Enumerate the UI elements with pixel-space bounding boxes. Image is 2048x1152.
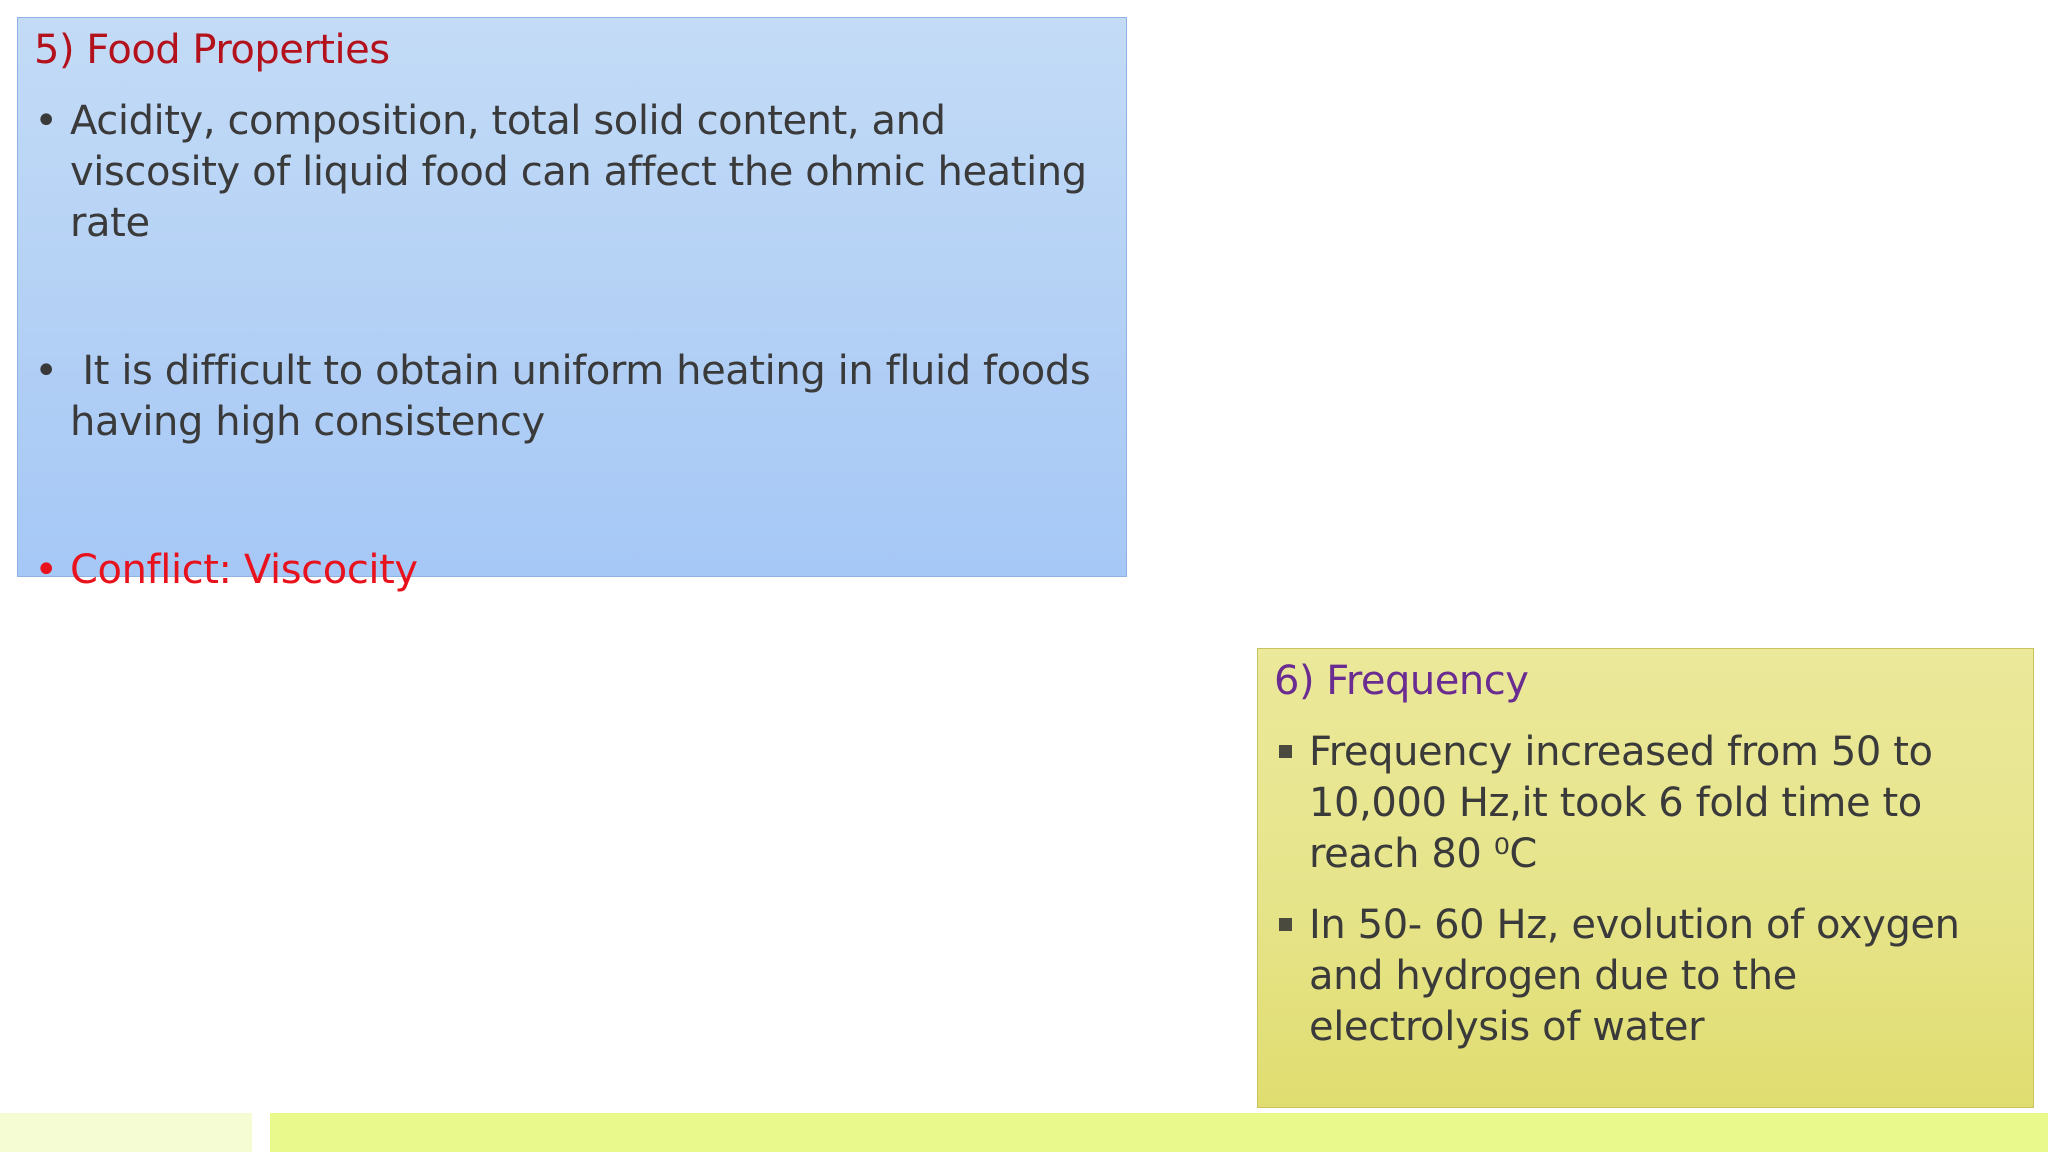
frequency-title: 6) Frequency xyxy=(1274,658,1529,704)
frequency-bullet-item xyxy=(1274,727,2019,880)
food-properties-box xyxy=(17,17,1127,593)
footer-bar-left xyxy=(0,1113,252,1152)
food-bullet-item-conflict xyxy=(34,545,1112,596)
frequency-bullet-text: In 50- 60 Hz, evolution of oxygen and hydrogen due to the electrolysis of water xyxy=(1309,902,1960,1050)
food-bullet-text: Acidity, composition, total solid content, and viscosity of liquid food can affect the ohmic heating rate xyxy=(70,98,1087,246)
bullet-dot-icon: • xyxy=(34,348,58,394)
square-bullet-icon xyxy=(1279,745,1292,758)
frequency-bullet-item xyxy=(1274,900,2019,1053)
square-bullet-icon xyxy=(1279,918,1292,931)
footer-bar-right xyxy=(270,1113,2048,1152)
bullet-dot-icon: • xyxy=(34,98,58,144)
bullet-dot-icon: • xyxy=(34,547,58,593)
food-properties-bullet-list xyxy=(34,96,1112,596)
frequency-bullet-text: Frequency increased from 50 to 10,000 Hz,it took 6 fold time to reach 80 ⁰C xyxy=(1309,729,1933,877)
frequency-box xyxy=(1257,648,2034,1108)
food-bullet-item xyxy=(34,346,1112,448)
food-bullet-text: Conflict: Viscocity xyxy=(70,547,418,593)
food-properties-title: 5) Food Properties xyxy=(34,27,390,73)
frequency-bullet-list xyxy=(1274,727,2019,1053)
food-bullet-text: It is difficult to obtain uniform heating in fluid foods having high consistency xyxy=(70,348,1103,445)
food-bullet-item xyxy=(34,96,1112,249)
